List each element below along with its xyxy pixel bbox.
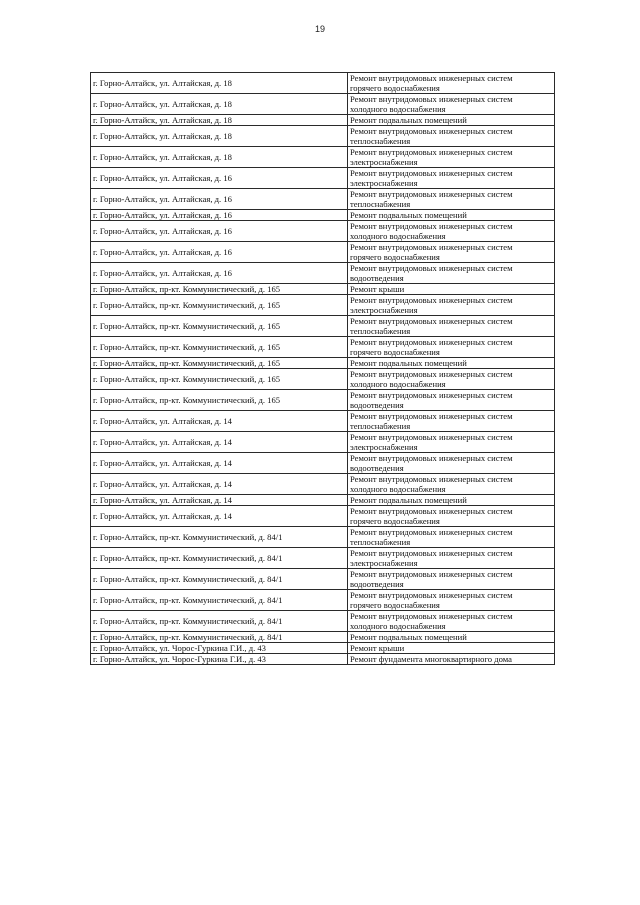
work-text: холодного водоснабжения xyxy=(350,379,446,389)
address-cell: г. Горно-Алтайск, ул. Алтайская, д. 16 xyxy=(91,168,348,189)
work-cell xyxy=(348,358,555,369)
table-row xyxy=(91,147,555,168)
table-row xyxy=(91,210,555,221)
address-cell: г. Горно-Алтайск, ул. Алтайская, д. 14 xyxy=(91,474,348,495)
work-cell xyxy=(348,189,555,210)
table-row xyxy=(91,495,555,506)
table-row xyxy=(91,263,555,284)
work-cell xyxy=(348,73,555,94)
address-cell: г. Горно-Алтайск, ул. Алтайская, д. 14 xyxy=(91,411,348,432)
work-cell xyxy=(348,569,555,590)
table-row xyxy=(91,453,555,474)
work-text: Ремонт внутридомовых инженерных систем xyxy=(350,527,513,537)
work-cell xyxy=(348,94,555,115)
table-row xyxy=(91,221,555,242)
work-text: Ремонт подвальных помещений xyxy=(350,632,467,642)
table-row xyxy=(91,654,555,665)
work-cell xyxy=(348,147,555,168)
work-text: Ремонт внутридомовых инженерных систем xyxy=(350,390,513,400)
table-row xyxy=(91,189,555,210)
work-text: электроснабжения xyxy=(350,442,418,452)
table-row xyxy=(91,295,555,316)
address-cell: г. Горно-Алтайск, ул. Алтайская, д. 16 xyxy=(91,210,348,221)
work-text: Ремонт внутридомовых инженерных систем xyxy=(350,474,513,484)
work-text: Ремонт внутридомовых инженерных систем xyxy=(350,221,513,231)
work-text: Ремонт внутридомовых инженерных систем xyxy=(350,168,513,178)
table-row xyxy=(91,337,555,358)
work-text: теплоснабжения xyxy=(350,199,411,209)
work-cell xyxy=(348,495,555,506)
address-cell: г. Горно-Алтайск, ул. Алтайская, д. 16 xyxy=(91,242,348,263)
work-text: Ремонт внутридомовых инженерных систем xyxy=(350,548,513,558)
work-text: Ремонт внутридомовых инженерных систем xyxy=(350,369,513,379)
page-number: 19 xyxy=(314,24,325,34)
work-text: горячего водоснабжения xyxy=(350,83,440,93)
table-row xyxy=(91,390,555,411)
work-text: теплоснабжения xyxy=(350,326,411,336)
address-cell: г. Горно-Алтайск, ул. Алтайская, д. 18 xyxy=(91,73,348,94)
work-text: горячего водоснабжения xyxy=(350,252,440,262)
work-text: Ремонт фундамента многоквартирного дома xyxy=(350,654,512,664)
work-cell xyxy=(348,295,555,316)
work-text: водоотведения xyxy=(350,579,404,589)
work-cell xyxy=(348,337,555,358)
address-cell: г. Горно-Алтайск, пр-кт. Коммунистический, д. 165 xyxy=(91,295,348,316)
table-row xyxy=(91,73,555,94)
address-cell: г. Горно-Алтайск, ул. Алтайская, д. 14 xyxy=(91,453,348,474)
table-row xyxy=(91,527,555,548)
work-text: Ремонт крыши xyxy=(350,643,405,653)
address-cell: г. Горно-Алтайск, ул. Алтайская, д. 18 xyxy=(91,126,348,147)
address-cell: г. Горно-Алтайск, ул. Чорос-Гуркина Г.И., д. 43 xyxy=(91,654,348,665)
table-row xyxy=(91,369,555,390)
address-cell: г. Горно-Алтайск, пр-кт. Коммунистический, д. 84/1 xyxy=(91,548,348,569)
work-cell xyxy=(348,115,555,126)
table-row xyxy=(91,94,555,115)
address-cell: г. Горно-Алтайск, пр-кт. Коммунистический, д. 165 xyxy=(91,337,348,358)
work-text: Ремонт внутридомовых инженерных систем xyxy=(350,506,513,516)
work-text: Ремонт подвальных помещений xyxy=(350,115,467,125)
work-text: холодного водоснабжения xyxy=(350,231,446,241)
work-text: Ремонт подвальных помещений xyxy=(350,358,467,368)
table-row xyxy=(91,548,555,569)
work-text: холодного водоснабжения xyxy=(350,104,446,114)
work-cell xyxy=(348,548,555,569)
address-cell: г. Горно-Алтайск, ул. Алтайская, д. 16 xyxy=(91,221,348,242)
address-cell: г. Горно-Алтайск, ул. Алтайская, д. 14 xyxy=(91,432,348,453)
address-cell: г. Горно-Алтайск, ул. Алтайская, д. 16 xyxy=(91,189,348,210)
table-row xyxy=(91,411,555,432)
work-cell xyxy=(348,453,555,474)
address-cell: г. Горно-Алтайск, пр-кт. Коммунистический, д. 165 xyxy=(91,369,348,390)
table-row xyxy=(91,284,555,295)
table-row xyxy=(91,590,555,611)
work-text: Ремонт внутридомовых инженерных систем xyxy=(350,432,513,442)
work-cell xyxy=(348,654,555,665)
table-row xyxy=(91,474,555,495)
work-cell xyxy=(348,126,555,147)
work-cell xyxy=(348,210,555,221)
work-text: водоотведения xyxy=(350,463,404,473)
work-cell xyxy=(348,432,555,453)
work-text: Ремонт внутридомовых инженерных систем xyxy=(350,611,513,621)
work-text: Ремонт внутридомовых инженерных систем xyxy=(350,411,513,421)
work-text: Ремонт внутридомовых инженерных систем xyxy=(350,590,513,600)
work-text: теплоснабжения xyxy=(350,421,411,431)
work-cell xyxy=(348,590,555,611)
work-text: Ремонт внутридомовых инженерных систем xyxy=(350,242,513,252)
address-cell: г. Горно-Алтайск, пр-кт. Коммунистический, д. 165 xyxy=(91,316,348,337)
work-text: горячего водоснабжения xyxy=(350,600,440,610)
work-cell xyxy=(348,242,555,263)
address-cell: г. Горно-Алтайск, пр-кт. Коммунистический, д. 165 xyxy=(91,284,348,295)
table-row xyxy=(91,115,555,126)
address-cell: г. Горно-Алтайск, ул. Алтайская, д. 18 xyxy=(91,115,348,126)
work-cell xyxy=(348,168,555,189)
work-cell xyxy=(348,527,555,548)
work-text: Ремонт внутридомовых инженерных систем xyxy=(350,295,513,305)
table-row xyxy=(91,168,555,189)
work-text: горячего водоснабжения xyxy=(350,516,440,526)
work-text: Ремонт подвальных помещений xyxy=(350,210,467,220)
address-cell: г. Горно-Алтайск, пр-кт. Коммунистический, д. 84/1 xyxy=(91,569,348,590)
work-cell xyxy=(348,263,555,284)
work-text: Ремонт внутридомовых инженерных систем xyxy=(350,147,513,157)
address-cell: г. Горно-Алтайск, ул. Алтайская, д. 14 xyxy=(91,506,348,527)
work-text: водоотведения xyxy=(350,273,404,283)
table-row xyxy=(91,632,555,643)
work-text: Ремонт внутридомовых инженерных систем xyxy=(350,337,513,347)
address-cell: г. Горно-Алтайск, пр-кт. Коммунистический, д. 84/1 xyxy=(91,632,348,643)
work-text: Ремонт подвальных помещений xyxy=(350,495,467,505)
work-text: Ремонт внутридомовых инженерных систем xyxy=(350,569,513,579)
work-cell xyxy=(348,632,555,643)
work-text: холодного водоснабжения xyxy=(350,484,446,494)
work-text: горячего водоснабжения xyxy=(350,347,440,357)
work-cell xyxy=(348,411,555,432)
address-cell: г. Горно-Алтайск, ул. Алтайская, д. 18 xyxy=(91,147,348,168)
address-cell: г. Горно-Алтайск, пр-кт. Коммунистический, д. 84/1 xyxy=(91,527,348,548)
table-row xyxy=(91,316,555,337)
address-cell: г. Горно-Алтайск, ул. Алтайская, д. 18 xyxy=(91,94,348,115)
work-cell xyxy=(348,284,555,295)
work-cell xyxy=(348,221,555,242)
work-text: Ремонт внутридомовых инженерных систем xyxy=(350,189,513,199)
work-text: теплоснабжения xyxy=(350,537,411,547)
work-text: холодного водоснабжения xyxy=(350,621,446,631)
work-cell xyxy=(348,643,555,654)
work-text: Ремонт внутридомовых инженерных систем xyxy=(350,453,513,463)
address-cell: г. Горно-Алтайск, пр-кт. Коммунистический, д. 84/1 xyxy=(91,611,348,632)
table-row xyxy=(91,432,555,453)
work-cell xyxy=(348,369,555,390)
address-cell: г. Горно-Алтайск, ул. Алтайская, д. 16 xyxy=(91,263,348,284)
table-row xyxy=(91,126,555,147)
address-cell: г. Горно-Алтайск, ул. Чорос-Гуркина Г.И., д. 43 xyxy=(91,643,348,654)
table-row xyxy=(91,611,555,632)
work-text: электроснабжения xyxy=(350,178,418,188)
work-text: Ремонт внутридомовых инженерных систем xyxy=(350,73,513,83)
table-row xyxy=(91,643,555,654)
work-cell xyxy=(348,611,555,632)
work-cell xyxy=(348,390,555,411)
work-cell xyxy=(348,316,555,337)
work-text: электроснабжения xyxy=(350,558,418,568)
address-cell: г. Горно-Алтайск, пр-кт. Коммунистический, д. 165 xyxy=(91,358,348,369)
work-text: Ремонт внутридомовых инженерных систем xyxy=(350,126,513,136)
work-text: Ремонт внутридомовых инженерных систем xyxy=(350,263,513,273)
address-cell: г. Горно-Алтайск, пр-кт. Коммунистический, д. 84/1 xyxy=(91,590,348,611)
table-row xyxy=(91,569,555,590)
work-text: электроснабжения xyxy=(350,305,418,315)
table-row xyxy=(91,506,555,527)
work-cell xyxy=(348,474,555,495)
work-text: теплоснабжения xyxy=(350,136,411,146)
work-text: Ремонт внутридомовых инженерных систем xyxy=(350,316,513,326)
address-cell: г. Горно-Алтайск, ул. Алтайская, д. 14 xyxy=(91,495,348,506)
work-text: электроснабжения xyxy=(350,157,418,167)
table-body xyxy=(91,73,555,665)
work-text: Ремонт внутридомовых инженерных систем xyxy=(350,94,513,104)
work-text: Ремонт крыши xyxy=(350,284,405,294)
repair-works-table xyxy=(90,72,555,665)
address-cell: г. Горно-Алтайск, пр-кт. Коммунистический, д. 165 xyxy=(91,390,348,411)
work-text: водоотведения xyxy=(350,400,404,410)
table-row xyxy=(91,242,555,263)
work-cell xyxy=(348,506,555,527)
table-row xyxy=(91,358,555,369)
